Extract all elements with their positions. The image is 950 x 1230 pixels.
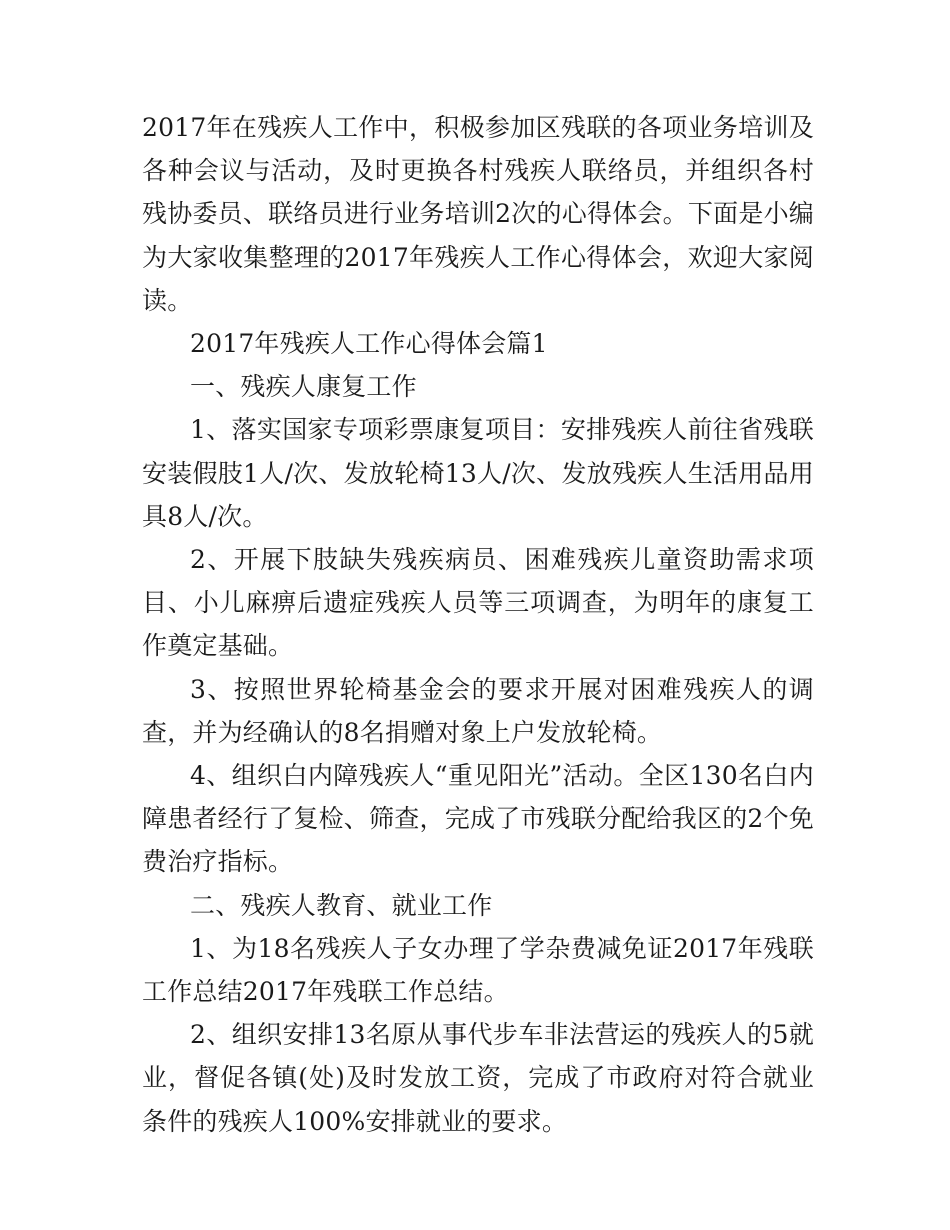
section1-item-3: 3、按照世界轮椅基金会的要求开展对困难残疾人的调查，并为经确认的8名捐赠对象上户发放轮椅。 — [142, 674, 814, 747]
document-body — [142, 106, 814, 1143]
section-heading-education-employment: 二、残疾人教育、就业工作 — [190, 890, 493, 920]
section-heading-rehabilitation: 一、残疾人康复工作 — [190, 372, 417, 402]
section2-item-1: 1、为18名残疾人子女办理了学杂费减免证2017年残联工作总结2017年残联工作总结。 — [142, 933, 814, 1007]
document-title: 2017年残疾人工作心得体会篇1 — [190, 329, 548, 359]
intro-paragraph: 2017年在残疾人工作中，积极参加区残联的各项业务培训及各种会议与活动，及时更换各村残疾人联络员，并组织各村残协委员、联络员进行业务培训2次的心得体会。下面是小编为大家收集整理的2017年残疾人工作心得体会，欢迎大家阅读。 — [142, 113, 814, 315]
section1-item-1: 1、落实国家专项彩票康复项目：安排残疾人前往省残联安装假肢1人/次、发放轮椅13人/次、发放残疾人生活用品用具8人/次。 — [142, 415, 814, 531]
section1-item-2: 2、开展下肢缺失残疾病员、困难残疾儿童资助需求项目、小儿麻痹后遗症残疾人员等三项调查，为明年的康复工作奠定基础。 — [142, 545, 814, 661]
section1-item-4: 4、组织白内障残疾人“重见阳光”活动。全区130名白内障患者经行了复检、筛查，完成了市残联分配给我区的2个免费治疗指标。 — [142, 761, 814, 877]
section2-item-2: 2、组织安排13名原从事代步车非法营运的残疾人的5就业，督促各镇(处)及时发放工资，完成了市政府对符合就业条件的残疾人100%安排就业的要求。 — [142, 1020, 814, 1136]
